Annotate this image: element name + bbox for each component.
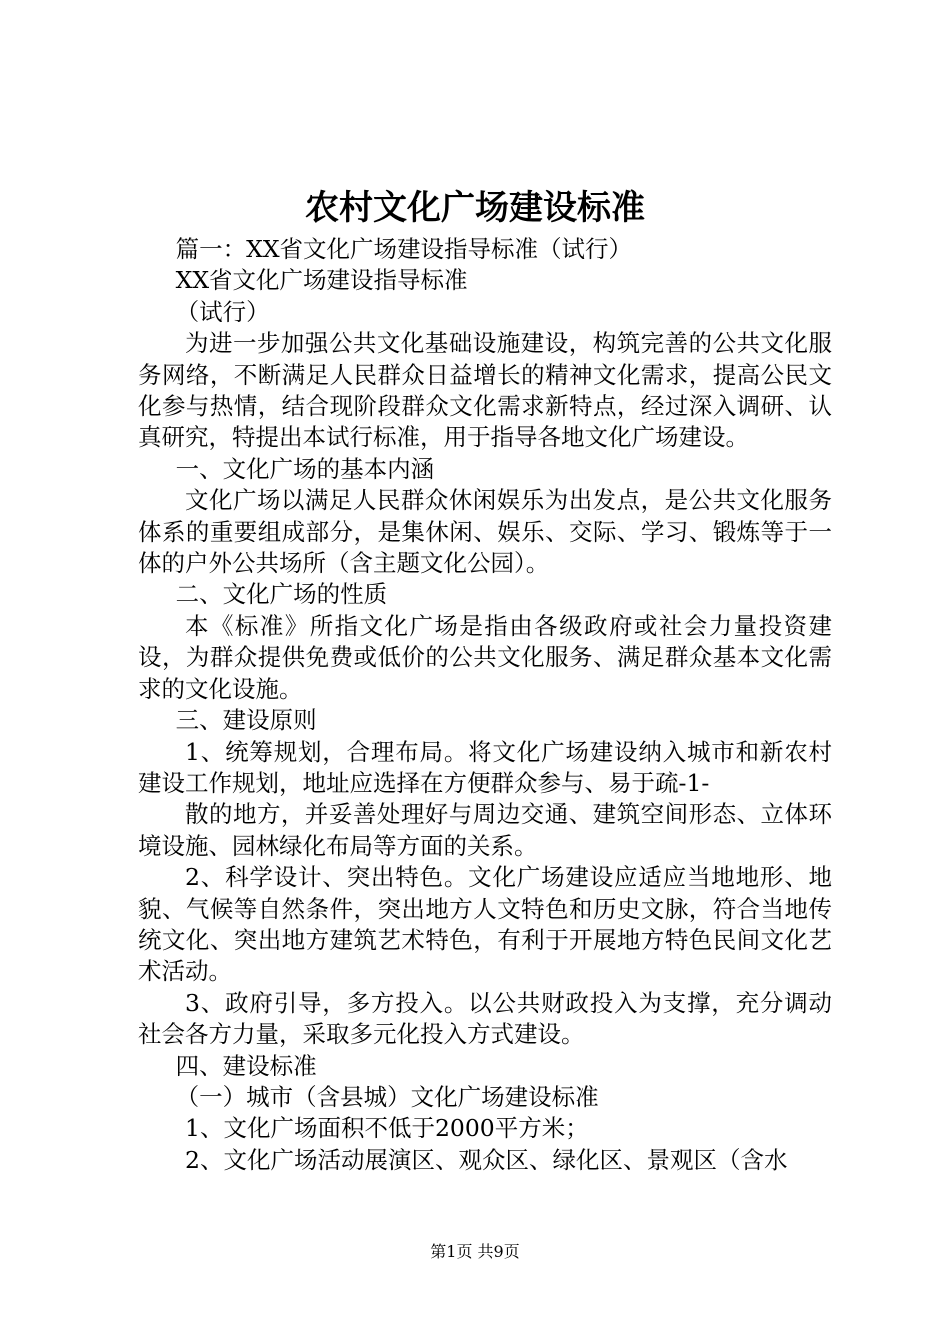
paragraph-trial-note: （试行）: [175, 297, 270, 326]
paragraph-standard-item-2: 2、文化广场活动展演区、观众区、绿化区、景观区（含水: [185, 1145, 788, 1174]
paragraph-principle-2: 2、科学设计、突出特色。文化广场建设应适应当地地形、地貌、气候等自然条件，突出地方人文特色和历史文脉，符合当地传统文化、突出地方建筑艺术特色，有利于开展地方特色民间文化艺术活动。: [138, 863, 832, 986]
paragraph-principle-3: 3、政府引导，多方投入。以公共财政投入为支撑，充分调动社会各方力量，采取多元化投入方式建设。: [138, 988, 832, 1049]
paragraph-principle-1-cont: 散的地方，并妥善处理好与周边交通、建筑空间形态、立体环境设施、园林绿化布局等方面的关系。: [138, 800, 832, 860]
paragraph-section-2: 本《标准》所指文化广场是指由各级政府或社会力量投资建设，为群众提供免费或低价的公共文化服务、满足群众基本文化需求的文化设施。: [138, 611, 832, 703]
page-footer: 第1页 共9页: [430, 1242, 520, 1261]
paragraph-standard-item-1: 1、文化广场面积不低于2000平方米；: [185, 1114, 589, 1143]
paragraph-principle-1: 1、统筹规划，合理布局。将文化广场建设纳入城市和新农村建设工作规划，地址应选择在方便群众参与、易于疏-1-: [138, 737, 832, 797]
paragraph-intro: 为进一步加强公共文化基础设施建设，构筑完善的公共文化服务网络，不断满足人民群众日益增长的精神文化需求，提高公民文化参与热情，结合现阶段群众文化需求新特点，经过深入调研、认真研究，特提出本试行标准，用于指导各地文化广场建设。: [138, 329, 832, 452]
section-heading-3: 三、建设原则: [175, 706, 317, 735]
paragraph-chapter-heading: 篇一：XX省文化广场建设指导标准（试行）: [175, 235, 633, 263]
section-heading-4: 四、建设标准: [175, 1051, 317, 1080]
document-body: [138, 234, 832, 1176]
subsection-heading-1: （一）城市（含县城）文化广场建设标准: [175, 1082, 599, 1111]
paragraph-standard-name: XX省文化广场建设指导标准: [175, 266, 468, 295]
paragraph-section-1: 文化广场以满足人民群众休闲娱乐为出发点，是公共文化服务体系的重要组成部分，是集休闲、娱乐、交际、学习、锻炼等于一体的户外公共场所（含主题文化公园）。: [138, 486, 832, 578]
section-heading-1: 一、文化广场的基本内涵: [175, 454, 435, 483]
document-title: 农村文化广场建设标准: [305, 188, 645, 228]
section-heading-2: 二、文化广场的性质: [175, 580, 388, 609]
